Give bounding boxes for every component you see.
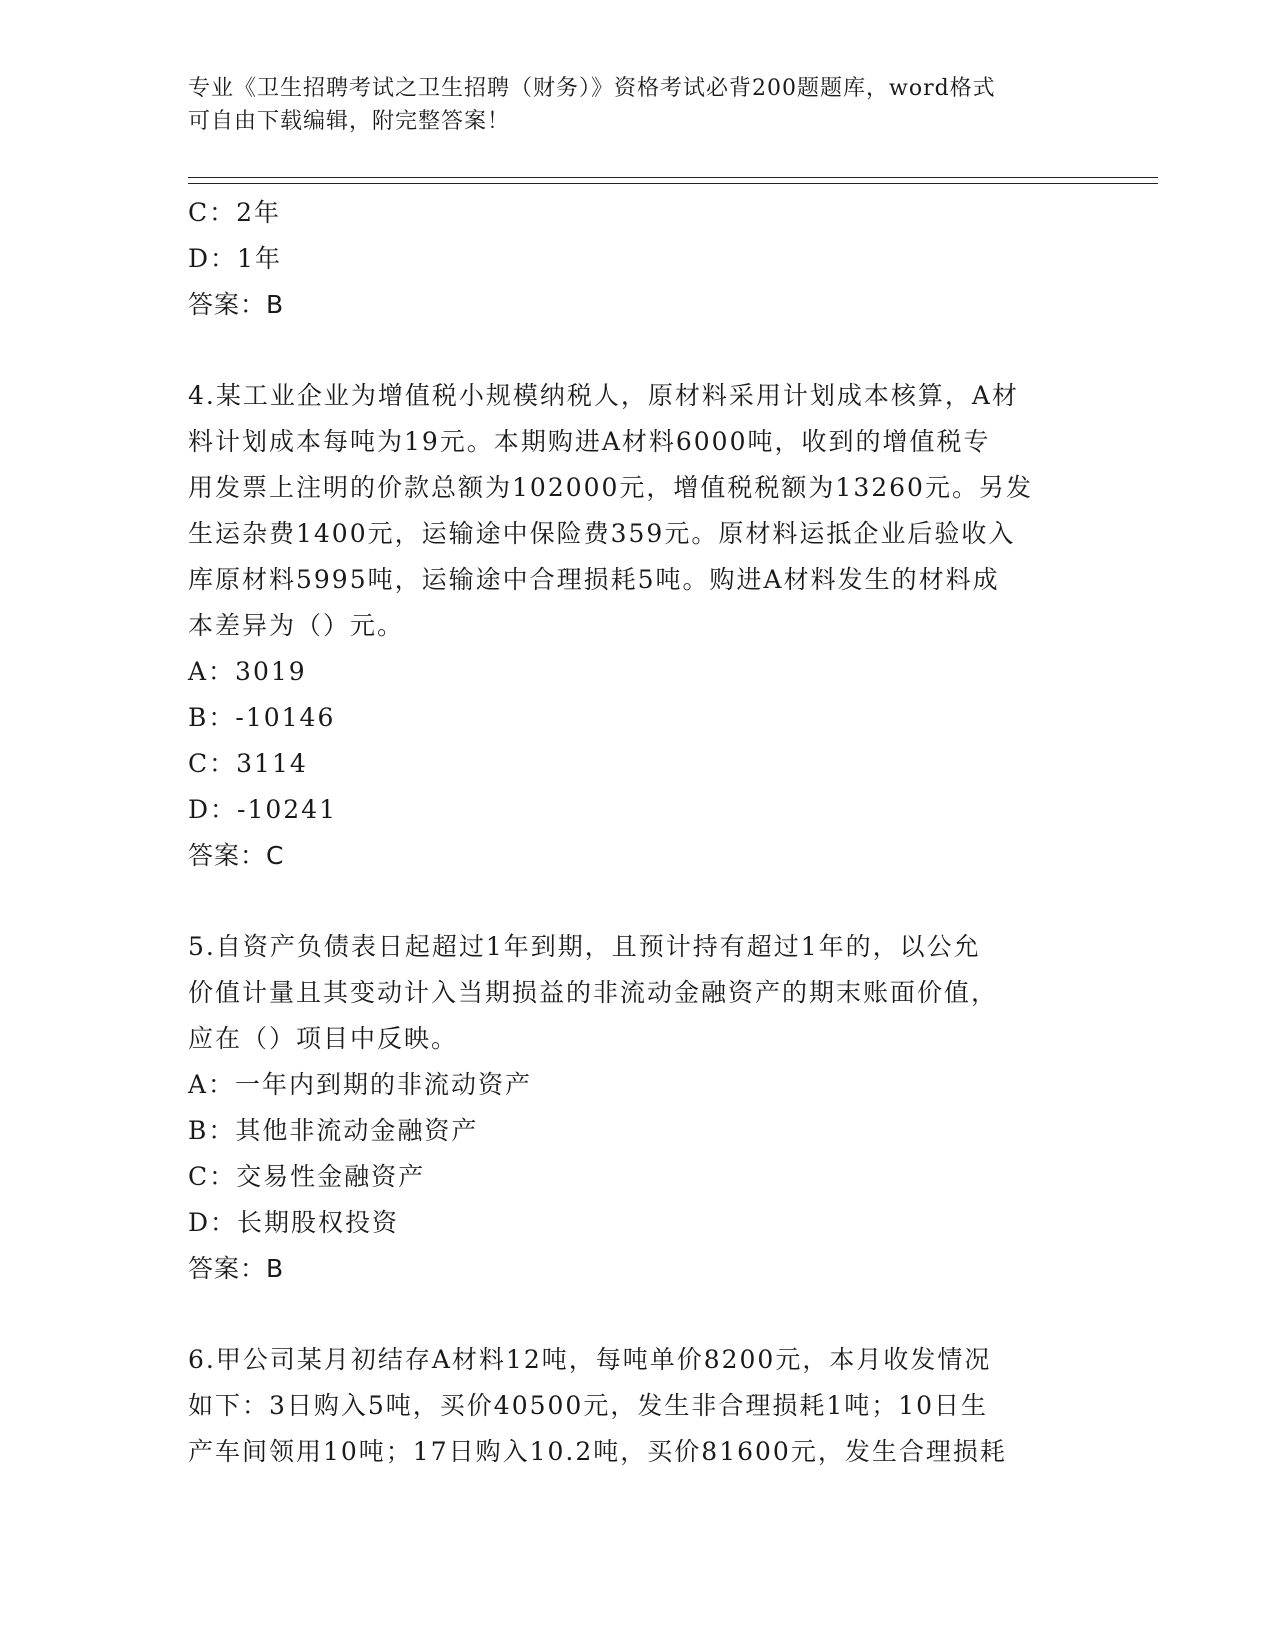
document-body [188,190,1088,1475]
q5-text-line: 5.自资产负债表日起超过1年到期，且预计持有超过1年的，以公允 [188,932,981,961]
q4-text-line: 4.某工业企业为增值税小规模纳税人，原材料采用计划成本核算，A材 [188,381,1019,410]
q5-answer: 答案：B [188,1254,285,1283]
q4-option-b: B：-10146 [188,703,336,732]
q4-text-line: 库原材料5995吨，运输途中合理损耗5吨。购进A材料发生的材料成 [188,565,1000,594]
question-3-tail [188,190,1088,328]
header-divider-bottom [188,183,1158,184]
q4-option-c: C：3114 [188,749,308,778]
spacer [188,1292,1088,1337]
header-title-line-2: 可自由下载编辑，附完整答案！ [188,109,511,134]
question-5 [188,924,1088,1292]
q4-text-line: 生运杂费1400元，运输途中保险费359元。原材料运抵企业后验收入 [188,519,1016,548]
q6-text-line: 6.甲公司某月初结存A材料12吨，每吨单价8200元，本月收发情况 [188,1345,992,1374]
q5-option-a: A：一年内到期的非流动资产 [188,1070,533,1099]
q4-text-line: 本差异为（）元。 [188,611,405,640]
header-divider-top [188,177,1158,178]
question-4 [188,373,1088,879]
q6-text-line: 产车间领用10吨；17日购入10.2吨，买价81600元，发生合理损耗 [188,1437,1007,1466]
q6-text-line: 如下：3日购入5吨，买价40500元，发生非合理损耗1吨；10日生 [188,1391,989,1420]
q3-option-c: C：2年 [188,198,282,227]
page-header [188,72,1068,138]
q5-text-line: 价值计量且其变动计入当期损益的非流动金融资产的期末账面价值， [188,978,999,1007]
q4-text-line: 用发票上注明的价款总额为102000元，增值税税额为13260元。另发 [188,473,1033,502]
q5-text-line: 应在（）项目中反映。 [188,1024,459,1053]
spacer [188,328,1088,373]
q5-option-b: B：其他非流动金融资产 [188,1116,479,1145]
header-title-line-1: 专业《卫生招聘考试之卫生招聘（财务）》资格考试必背200题题库，word格式 [188,76,996,101]
q4-option-a: A：3019 [188,657,307,686]
q5-option-d: D：长期股权投资 [188,1208,400,1237]
q3-option-d: D：1年 [188,244,282,273]
spacer [188,879,1088,924]
q5-option-c: C：交易性金融资产 [188,1162,426,1191]
question-6 [188,1337,1088,1475]
q4-option-d: D：-10241 [188,795,338,824]
q4-answer: 答案：C [188,841,285,870]
q4-text-line: 料计划成本每吨为19元。本期购进A材料6000吨，收到的增值税专 [188,427,991,456]
q3-answer: 答案：B [188,290,285,319]
